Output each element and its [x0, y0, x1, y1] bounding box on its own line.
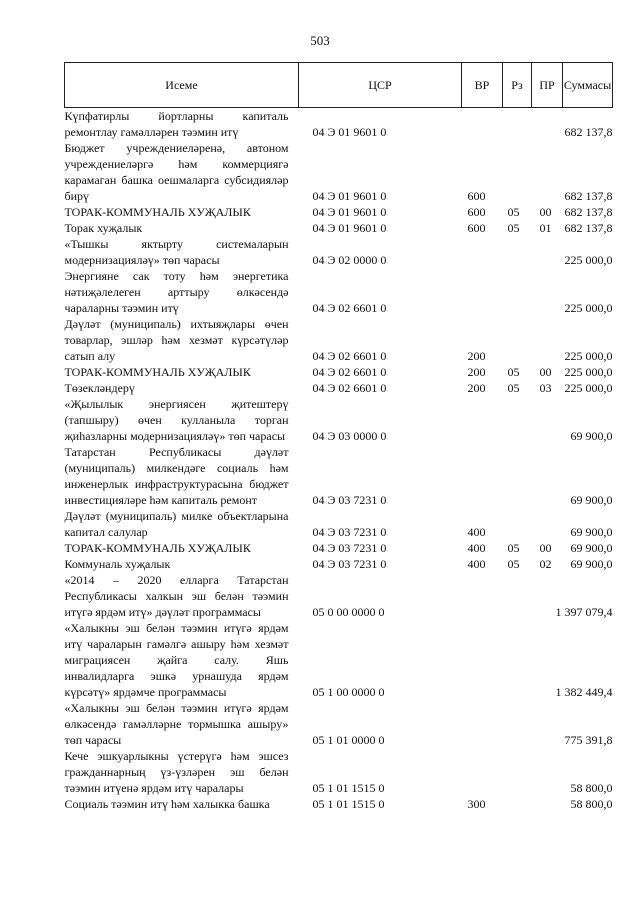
cell-name: «Тышкы яктырту системаларын модернизацияләү» төп чарасы	[64, 237, 289, 267]
cell-csr: 04 Э 02 0000 0	[312, 253, 387, 267]
cell-pr: 00	[539, 365, 552, 379]
sum-value: 225 000,0	[564, 301, 613, 315]
cell-sum	[563, 748, 613, 796]
cell-vr: 200	[467, 381, 486, 395]
sum-value: 69 900,0	[570, 541, 613, 555]
cell-name: ТОРАК-КОММУНАЛЬ ХУҖАЛЫК	[64, 365, 251, 379]
sum-value: 225 000,0	[564, 349, 613, 363]
cell-csr: 05 1 01 1515 0	[312, 781, 385, 795]
table-row	[65, 556, 613, 572]
cell-name: «2014 – 2020 елларга Татарстан Республикасы халкын эш белән тәэмин итүгә ярдәм итү» дәүләт программасы	[64, 573, 289, 619]
cell-vr: 600	[467, 221, 486, 235]
cell-name: «Халыкны эш белән тәэмин итүгә ярдәм өлкәсендә гамәлләрне тормышка ашыру» төп чарасы	[64, 701, 289, 747]
cell-name: Дәүләт (муниципаль) ихтыяҗлары өчен товарлар, эшләр һәм хезмәт күрсәтүләр сатып алу	[64, 317, 289, 363]
cell-vr: 600	[467, 205, 486, 219]
sum-value: 225 000,0	[564, 365, 613, 379]
sum-value: 1 382 449,4	[555, 685, 613, 699]
cell-sum	[563, 700, 613, 748]
budget-table	[64, 62, 613, 812]
cell-sum	[563, 268, 613, 316]
cell-name: Торак хуҗалык	[64, 221, 143, 235]
cell-csr: 04 Э 02 6601 0	[312, 349, 387, 363]
cell-rz: 05	[507, 365, 520, 379]
table-row	[65, 540, 613, 556]
cell-csr: 04 Э 03 7231 0	[312, 493, 387, 507]
cell-vr: 400	[467, 557, 486, 571]
sum-value: 682 137,8	[564, 125, 613, 139]
cell-csr: 04 Э 01 9601 0	[312, 205, 387, 219]
header-vr: ВР	[462, 63, 503, 108]
cell-pr: 03	[539, 381, 552, 395]
cell-csr: 04 Э 03 7231 0	[312, 541, 387, 555]
cell-name: Күпфатирлы йортларны капиталь ремонтлау гамәлләрен тәэмин итү	[64, 109, 289, 139]
sum-value: 682 137,8	[564, 221, 613, 235]
cell-name: ТОРАК-КОММУНАЛЬ ХУҖАЛЫК	[64, 205, 251, 219]
cell-vr: 600	[467, 189, 486, 203]
cell-pr: 02	[539, 557, 552, 571]
cell-csr: 04 Э 01 9601 0	[312, 189, 387, 203]
cell-name: Социаль тәэмин итү һәм халыкка башка	[64, 797, 270, 811]
table-row	[65, 380, 613, 396]
cell-sum	[563, 108, 613, 141]
table-row	[65, 220, 613, 236]
cell-pr: 01	[539, 221, 552, 235]
cell-sum	[563, 508, 613, 540]
cell-vr: 200	[467, 349, 486, 363]
cell-pr: 00	[539, 541, 552, 555]
cell-sum	[563, 396, 613, 444]
header-rz: Рз	[503, 63, 532, 108]
table-row	[65, 444, 613, 508]
sum-value: 69 900,0	[570, 429, 613, 443]
cell-name: ТОРАК-КОММУНАЛЬ ХУҖАЛЫК	[64, 541, 251, 555]
cell-rz: 05	[507, 381, 520, 395]
cell-sum	[563, 540, 613, 556]
header-name: Исеме	[65, 63, 299, 108]
cell-rz: 05	[507, 557, 520, 571]
table-row	[65, 140, 613, 204]
header-sum: Суммасы	[563, 63, 613, 108]
cell-rz: 05	[507, 205, 520, 219]
cell-sum	[563, 204, 613, 220]
cell-sum	[563, 140, 613, 204]
cell-sum	[563, 796, 613, 812]
cell-csr: 05 0 00 0000 0	[312, 605, 385, 619]
page-number: 503	[310, 33, 330, 48]
table-row	[65, 748, 613, 796]
cell-sum	[563, 444, 613, 508]
cell-rz: 05	[507, 541, 520, 555]
sum-value: 1 397 079,4	[555, 605, 613, 619]
cell-sum	[563, 380, 613, 396]
cell-csr: 05 1 01 0000 0	[312, 733, 385, 747]
cell-csr: 04 Э 02 6601 0	[312, 381, 387, 395]
sum-value: 58 800,0	[570, 797, 613, 811]
cell-name: Энергияне сак тоту һәм энергетика нәтиҗәлелеген арттыру өлкәсендә чараларны тәэмин итү	[64, 269, 289, 315]
sum-value: 69 900,0	[570, 493, 613, 507]
sum-value: 58 800,0	[570, 781, 613, 795]
table-row	[65, 268, 613, 316]
cell-name: Татарстан Республикасы дәүләт (муниципаль) милкендәге социаль һәм инженерлык инфраструктурасына бюджет инвестицияләре һәм капиталь ремонт	[64, 445, 289, 507]
table-row	[65, 364, 613, 380]
cell-vr: 200	[467, 365, 486, 379]
cell-csr: 04 Э 03 7231 0	[312, 525, 387, 539]
table-row	[65, 508, 613, 540]
cell-name: Кече эшкуарлыкны үстерүгә һәм эшсез гражданнарның үз-үзләрен эш белән тәэмин итүенә ярдәм итү чаралары	[64, 749, 289, 795]
header-csr: ЦСР	[299, 63, 462, 108]
cell-name: «Халыкны эш белән тәэмин итүгә ярдәм итү чараларын гамәлгә ашыру һәм хезмәт миграциясен җайга салу. Яшь инвалидларга эшкә урнашуда ярдәм күрсәтү» ярдәмче программасы	[64, 621, 289, 699]
cell-vr: 300	[467, 797, 486, 811]
cell-rz: 05	[507, 221, 520, 235]
cell-name: Төзекләндерү	[64, 381, 135, 395]
table-row	[65, 700, 613, 748]
table-row	[65, 316, 613, 364]
cell-csr: 04 Э 02 6601 0	[312, 365, 387, 379]
cell-csr: 05 1 00 0000 0	[312, 685, 385, 699]
cell-csr: 04 Э 03 7231 0	[312, 557, 387, 571]
table-row	[65, 572, 613, 620]
cell-csr: 05 1 01 1515 0	[312, 797, 385, 811]
cell-csr: 04 Э 01 9601 0	[312, 221, 387, 235]
table-row	[65, 204, 613, 220]
cell-sum	[555, 572, 613, 620]
cell-vr: 400	[467, 541, 486, 555]
cell-name: «Җылылык энергиясен җитештерү (тапшыру) өчен кулланыла торган җиһазларны модернизацияләү» төп чарасы	[64, 397, 289, 443]
cell-sum	[563, 364, 613, 380]
cell-pr: 00	[539, 205, 552, 219]
cell-name: Бюджет учреждениеләренә, автоном учреждениеләргә һәм коммерциягә карамаган башка оешмаларга субсидияләр бирү	[64, 141, 289, 203]
cell-csr: 04 Э 01 9601 0	[312, 125, 387, 139]
cell-csr: 04 Э 03 0000 0	[312, 429, 387, 443]
sum-value: 682 137,8	[564, 189, 613, 203]
table-row	[65, 236, 613, 268]
table-header-row	[65, 63, 613, 108]
sum-value: 69 900,0	[570, 525, 613, 539]
sum-value: 775 391,8	[564, 733, 613, 747]
cell-sum	[555, 620, 613, 700]
cell-sum	[563, 556, 613, 572]
cell-sum	[563, 236, 613, 268]
cell-sum	[563, 220, 613, 236]
cell-name: Дәүләт (муниципаль) милке объектларына капитал салулар	[64, 509, 289, 539]
table-row	[65, 796, 613, 812]
cell-sum	[563, 316, 613, 364]
table-row	[65, 620, 613, 700]
cell-name: Коммуналь хуҗалык	[64, 557, 171, 571]
table-row	[65, 108, 613, 141]
table-body	[65, 108, 613, 813]
cell-csr: 04 Э 02 6601 0	[312, 301, 387, 315]
table-row	[65, 396, 613, 444]
sum-value: 69 900,0	[570, 557, 613, 571]
cell-vr: 400	[467, 525, 486, 539]
sum-value: 225 000,0	[564, 253, 613, 267]
header-pr: ПР	[532, 63, 563, 108]
sum-value: 225 000,0	[564, 381, 613, 395]
sum-value: 682 137,8	[564, 205, 613, 219]
